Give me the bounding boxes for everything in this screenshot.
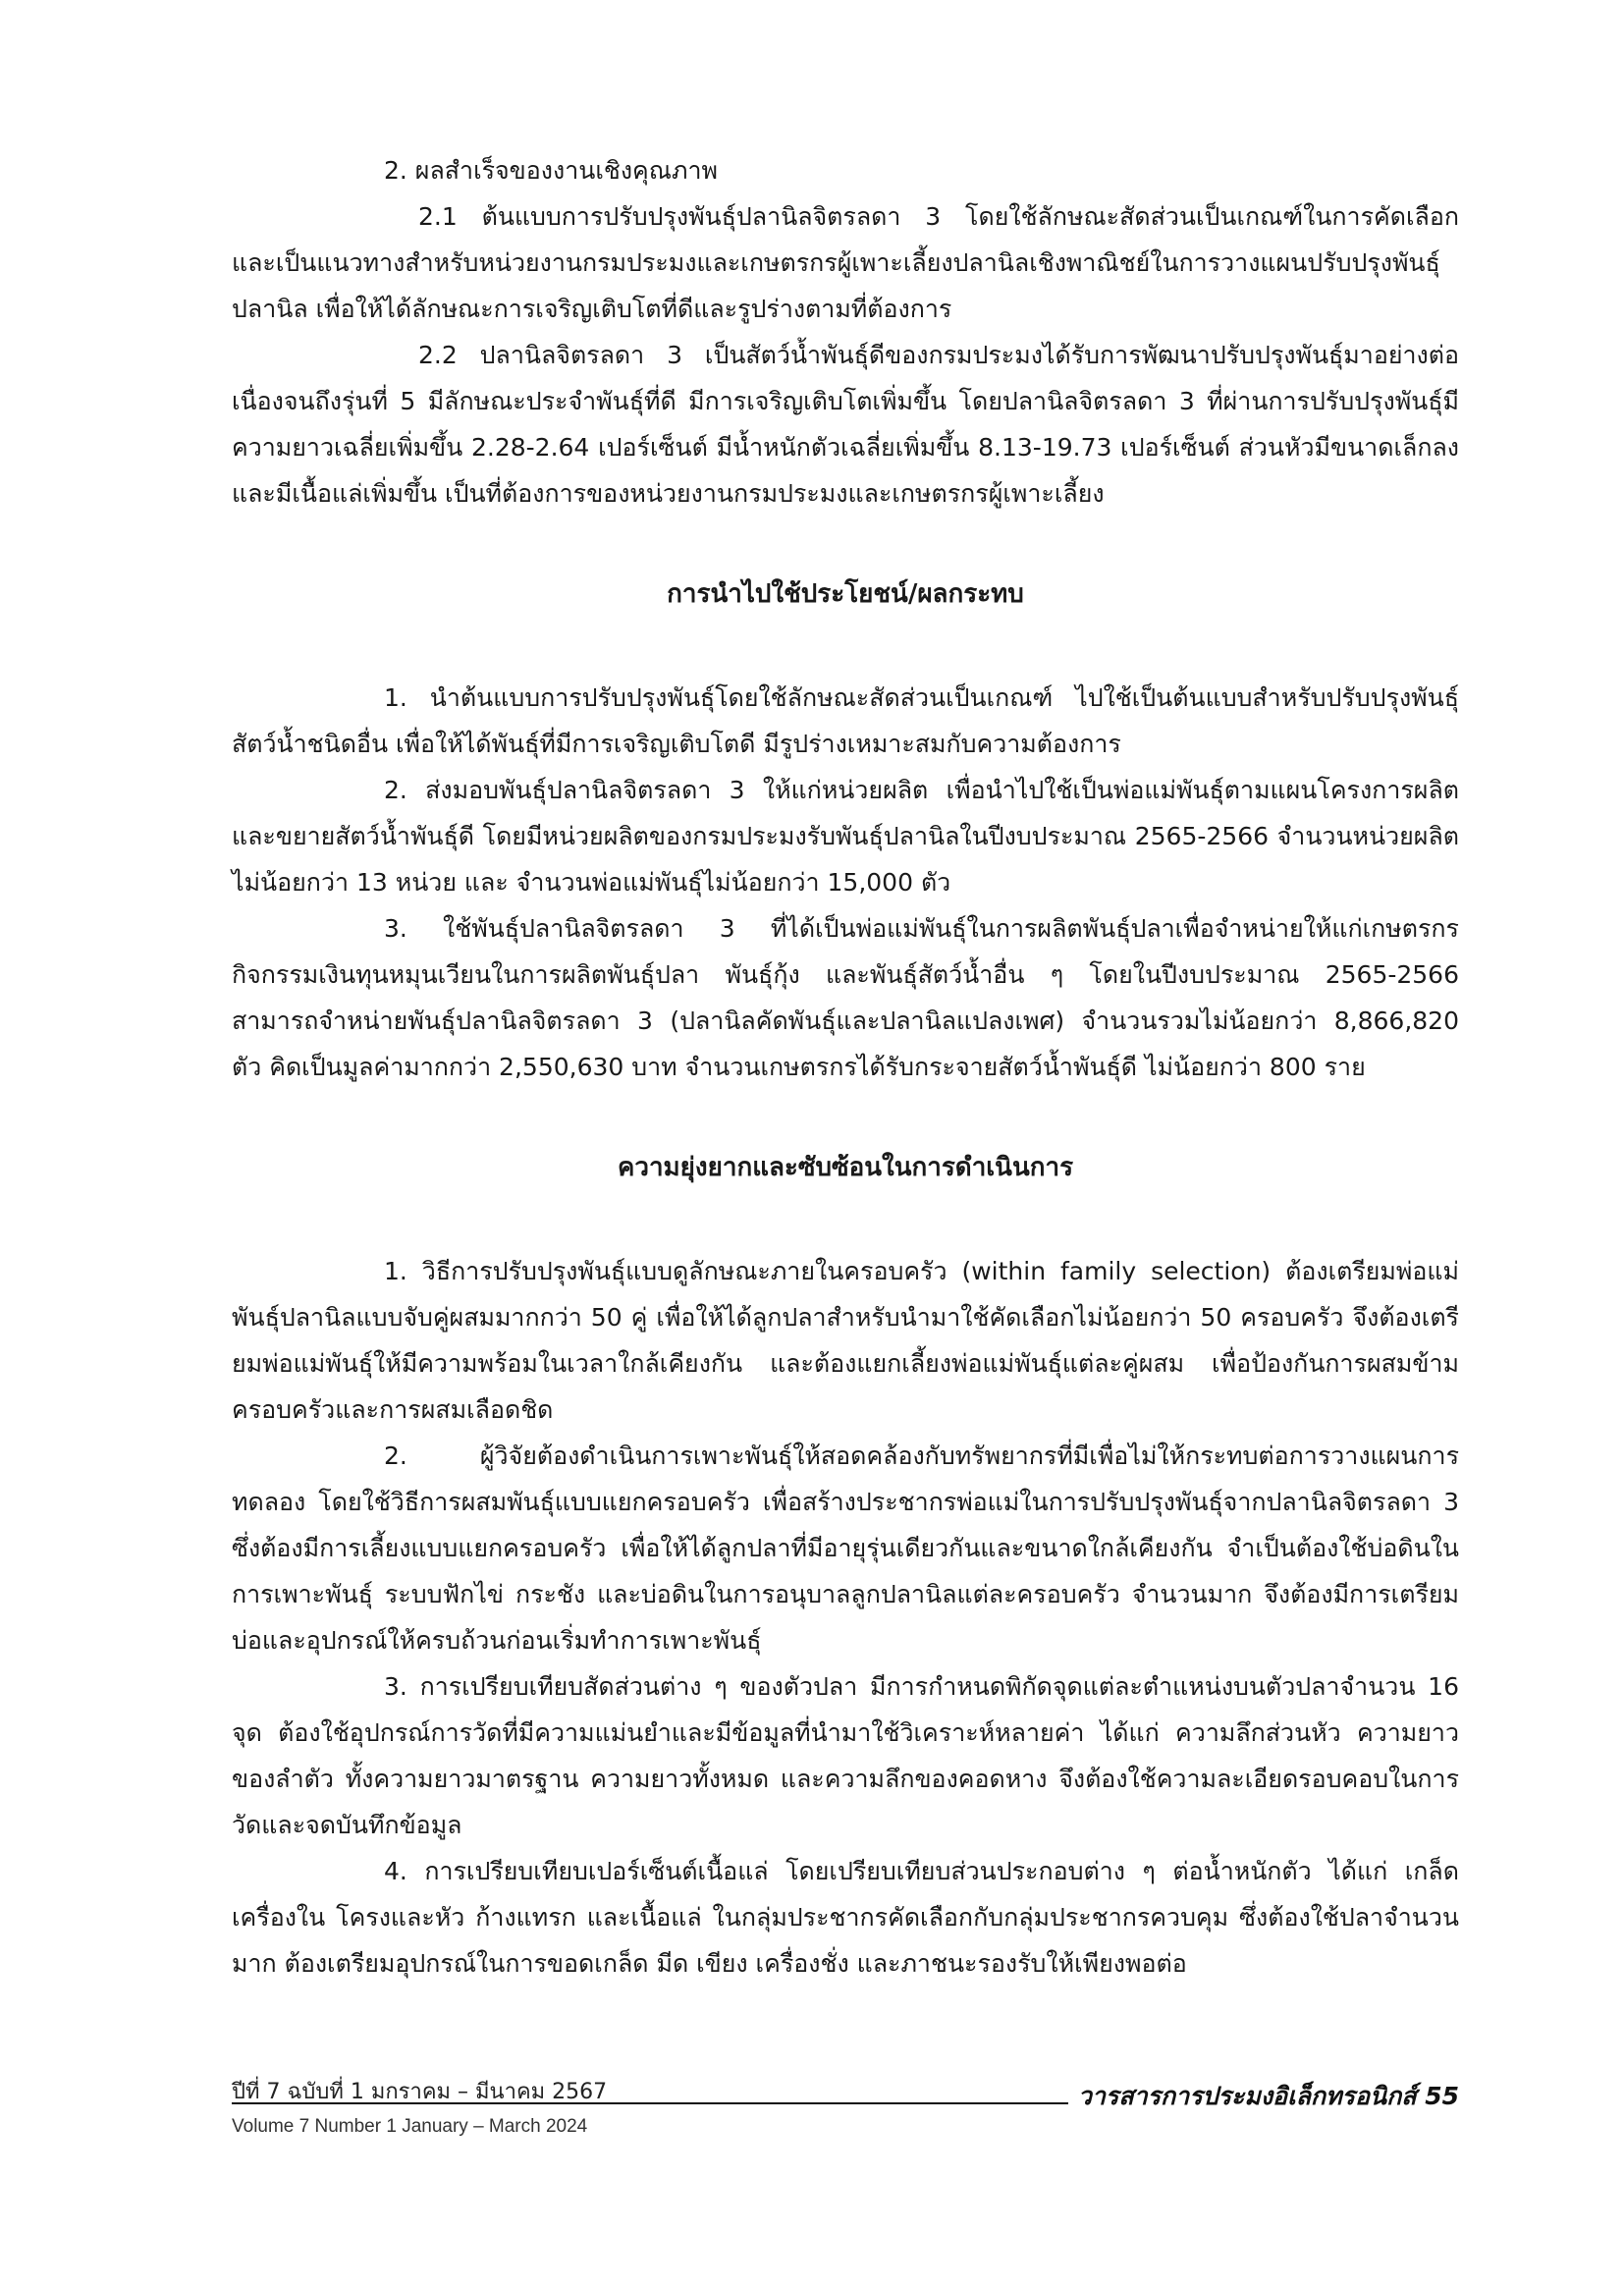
footer-journal-title — [1068, 2082, 1459, 2111]
benefit-paragraph-2: 2. ส่งมอบพันธุ์ปลานิลจิตรลดา 3 ให้แก่หน่วยผลิต เพื่อนำไปใช้เป็นพ่อแม่พันธุ์ตามแผนโครงการผลิตและขยายสัตว์น้ำพันธุ์ดี โดยมีหน่วยผลิตของกรมประมงรับพันธุ์ปลานิลในปีงบประมาณ 2565-2566 จำนวนหน่วยผลิตไม่น้อยกว่า 13 หน่วย และ จำนวนพ่อแม่พันธุ์ไม่น้อยกว่า 15,000 ตัว — [232, 776, 1459, 897]
footer-journal-name: วารสารการประมงอิเล็กทรอนิกส์ — [1077, 2082, 1417, 2110]
benefit-paragraph-1: 1. นำต้นแบบการปรับปรุงพันธุ์โดยใช้ลักษณะสัดส่วนเป็นเกณฑ์ ไปใช้เป็นต้นแบบสำหรับปรับปรุงพันธุ์สัตว์น้ำชนิดอื่น เพื่อให้ได้พันธุ์ที่มีการเจริญเติบโตดี มีรูปร่างเหมาะสมกับความต้องการ — [232, 683, 1459, 758]
spacer — [232, 517, 1459, 572]
section-title-benefits: การนำไปใช้ประโยชน์/ผลกระทบ — [667, 579, 1024, 609]
spacer — [232, 1090, 1459, 1145]
page-footer — [232, 2072, 1459, 2137]
paragraph-2-2: 2.2 ปลานิลจิตรลดา 3 เป็นสัตว์น้ำพันธุ์ดีของกรมประมงได้รับการพัฒนาปรับปรุงพันธุ์มาอย่างต่อเนื่องจนถึงรุ่นที่ 5 มีลักษณะประจำพันธุ์ที่ดี มีการเจริญเติบโตเพิ่มขึ้น โดยปลานิลจิตรลดา 3 ที่ผ่านการปรับปรุงพันธุ์มีความยาวเฉลี่ยเพิ่มขึ้น 2.28-2.64 เปอร์เซ็นต์ มีน้ำหนักตัวเฉลี่ยเพิ่มขึ้น 8.13-19.73 เปอร์เซ็นต์ ส่วนหัวมีขนาดเล็กลง และมีเนื้อแล่เพิ่มขึ้น เป็นที่ต้องการของหน่วยงานกรมประมงและเกษตรกรผู้เพาะเลี้ยง — [232, 341, 1459, 508]
paragraph-2-1: 2.1 ต้นแบบการปรับปรุงพันธุ์ปลานิลจิตรลดา 3 โดยใช้ลักษณะสัดส่วนเป็นเกณฑ์ในการคัดเลือก และเป็นแนวทางสำหรับหน่วยงานกรมประมงและเกษตรกรผู้เพาะเลี้ยงปลานิลเชิงพาณิชย์ในการวางแผนปรับปรุงพันธุ์ปลานิล เพื่อให้ได้ลักษณะการเจริญเติบโตที่ดีและรูปร่างตามที่ต้องการ — [232, 202, 1459, 323]
footer-page-number: 55 — [1425, 2082, 1459, 2110]
footer-issue-thai: ปีที่ 7 ฉบับที่ 1 มกราคม – มีนาคม 2567 — [232, 2080, 608, 2104]
footer-row — [232, 2072, 1459, 2111]
spacer — [232, 618, 1459, 675]
difficulty-paragraph-3: 3. การเปรียบเทียบสัดส่วนต่าง ๆ ของตัวปลา มีการกำหนดพิกัดจุดแต่ละตำแหน่งบนตัวปลาจำนวน 16 จุด ต้องใช้อุปกรณ์การวัดที่มีความแม่นยำและมีข้อมูลที่นำมาใช้วิเคราะห์หลายค่า ได้แก่ ความลึกส่วนหัว ความยาวของลำตัว ทั้งความยาวมาตรฐาน ความยาวทั้งหมด และความลึกของคอดหาง จึงต้องใช้ความละเอียดรอบคอบในการวัดและจดบันทึกข้อมูล — [232, 1672, 1459, 1839]
difficulty-paragraph-1: 1. วิธีการปรับปรุงพันธุ์แบบดูลักษณะภายในครอบครัว (within family selection) ต้องเตรียมพ่อแม่พันธุ์ปลานิลแบบจับคู่ผสมมากกว่า 50 คู่ เพื่อให้ได้ลูกปลาสำหรับนำมาใช้คัดเลือกไม่น้อยกว่า 50 ครอบครัว จึงต้องเตรียมพ่อแม่พันธุ์ให้มีความพร้อมในเวลาใกล้เคียงกัน และต้องแยกเลี้ยงพ่อแม่พันธุ์แต่ละคู่ผสม เพื่อป้องกันการผสมข้ามครอบครัวและการผสมเลือดชิด — [232, 1257, 1459, 1424]
footer-issue-english: Volume 7 Number 1 January – March 2024 — [232, 2116, 588, 2137]
section-heading-qualitative: 2. ผลสำเร็จของงานเชิงคุณภาพ — [384, 156, 718, 185]
section-title-difficulties: ความยุ่งยากและซับซ้อนในการดำเนินการ — [617, 1153, 1074, 1182]
difficulty-paragraph-4: 4. การเปรียบเทียบเปอร์เซ็นต์เนื้อแล่ โดยเปรียบเทียบส่วนประกอบต่าง ๆ ต่อน้ำหนักตัว ได้แก่ เกล็ด เครื่องใน โครงและหัว ก้างแทรก และเนื้อแล่ ในกลุ่มประชากรคัดเลือกกับกลุ่มประชากรควบคุม ซึ่งต้องใช้ปลาจำนวนมาก ต้องเตรียมอุปกรณ์ในการขอดเกล็ด มีด เขียง เครื่องชั่ง และภาชนะรองรับให้เพียงพอต่อ — [232, 1857, 1459, 1978]
benefit-paragraph-3: 3. ใช้พันธุ์ปลานิลจิตรลดา 3 ที่ได้เป็นพ่อแม่พันธุ์ในการผลิตพันธุ์ปลาเพื่อจำหน่ายให้แก่เกษตรกร กิจกรรมเงินทุนหมุนเวียนในการผลิตพันธุ์ปลา พันธุ์กุ้ง และพันธุ์สัตว์น้ำอื่น ๆ โดยในปีงบประมาณ 2565-2566 สามารถจำหน่ายพันธุ์ปลานิลจิตรลดา 3 (ปลานิลคัดพันธุ์และปลานิลแปลงเพศ) จำนวนรวมไม่น้อยกว่า 8,866,820 ตัว คิดเป็นมูลค่ามากกว่า 2,550,630 บาท จำนวนเกษตรกรได้รับกระจายสัตว์น้ำพันธุ์ดี ไม่น้อยกว่า 800 ราย — [232, 914, 1459, 1081]
difficulty-paragraph-2: 2. ผู้วิจัยต้องดำเนินการเพาะพันธุ์ให้สอดคล้องกับทรัพยากรที่มีเพื่อไม่ให้กระทบต่อการวางแผนการทดลอง โดยใช้วิธีการผสมพันธุ์แบบแยกครอบครัว เพื่อสร้างประชากรพ่อแม่ในการปรับปรุงพันธุ์จากปลานิลจิตรลดา 3 ซึ่งต้องมีการเลี้ยงแบบแยกครอบครัว เพื่อให้ได้ลูกปลาที่มีอายุรุ่นเดียวกันและขนาดใกล้เคียงกัน จำเป็นต้องใช้บ่อดินในการเพาะพันธุ์ ระบบฟักไข่ กระชัง และบ่อดินในการอนุบาลลูกปลานิลแต่ละครอบครัว จำนวนมาก จึงต้องมีการเตรียมบ่อและอุปกรณ์ให้ครบถ้วนก่อนเริ่มทำการเพาะพันธุ์ — [232, 1442, 1459, 1655]
spacer — [232, 1191, 1459, 1248]
article-body — [232, 147, 1459, 1987]
